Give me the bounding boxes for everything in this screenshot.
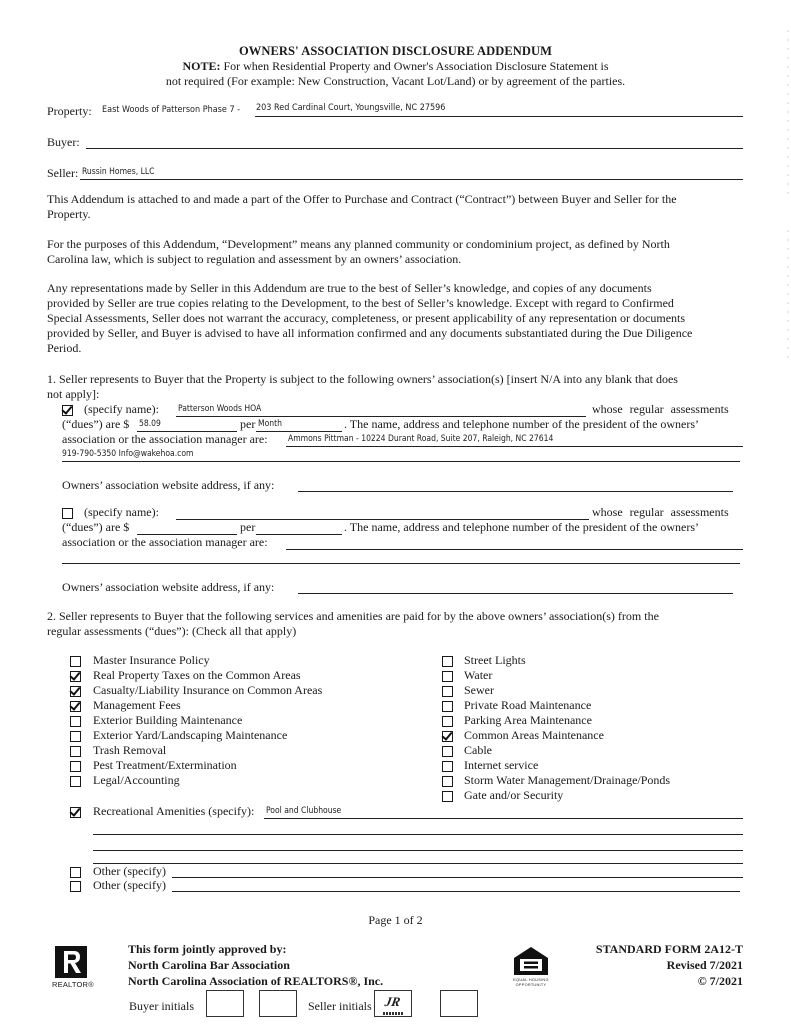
recreational-amenities-label: Recreational Amenities (specify): (93, 804, 255, 818)
equal-housing-logo (508, 946, 554, 992)
assoc1-manager-field-line2[interactable]: 919-790-5350 Info@wakehoa.com (62, 449, 194, 459)
assoc2-whose-label: whose regular assessments (592, 505, 729, 519)
service-checkbox-management-fees[interactable] (70, 701, 81, 712)
page-number: Page 1 of 2 (368, 913, 423, 927)
service-label-legal-accounting: Legal/Accounting (93, 773, 180, 787)
buyer-label: Buyer: (47, 135, 80, 149)
service-label-casualty-liability: Casualty/Liability Insurance on Common Areas (93, 683, 323, 697)
assoc1-manager-label: association or the association manager are: (62, 432, 268, 446)
assoc2-president-text: . The name, address and telephone number of the president of the owners’ (344, 520, 699, 534)
assoc2-checkbox[interactable] (62, 508, 73, 519)
service-checkbox-sewer[interactable] (442, 686, 453, 697)
form-id: STANDARD FORM 2A12-T (595, 942, 743, 956)
service-checkbox-exterior-yard[interactable] (70, 731, 81, 742)
service-label-street-lights: Street Lights (464, 653, 526, 667)
service-label-gate-security: Gate and/or Security (464, 788, 564, 802)
paragraph-3-line-4: provided by Seller, and Buyer is advised to have all information confirmed and any documents substantiated during the Due Diligence (47, 326, 693, 340)
assoc1-manager-underline (286, 446, 743, 447)
paragraph-development-definition (47, 237, 743, 267)
note-line-1 (0, 59, 791, 74)
section-1-intro (47, 372, 743, 402)
property-underline (255, 116, 743, 117)
assoc1-whose-label: whose regular assessments (592, 402, 729, 416)
service-label-real-property-taxes: Real Property Taxes on the Common Areas (93, 668, 301, 682)
assoc2-manager-label: association or the association manager are: (62, 535, 268, 549)
equal-housing-text: EQUAL HOUSING OPPORTUNITY (513, 978, 549, 987)
assoc2-website-label: Owners’ association website address, if any: (62, 580, 275, 594)
property-label: Property: (47, 104, 92, 118)
section-1-intro-text: 1. Seller represents to Buyer that the Property is subject to the following owners’ association(s) [insert N/A into any blank that does (47, 372, 678, 386)
nc-realtors-association: North Carolina Association of REALTORS®, Inc. (128, 974, 384, 988)
service-checkbox-internet[interactable] (442, 761, 453, 772)
property-address-field[interactable]: 203 Red Cardinal Court, Youngsville, NC 27596 (256, 103, 446, 113)
assoc1-per-underline (256, 431, 342, 432)
paragraph-1-text: This Addendum is attached to and made a part of the Offer to Purchase and Contract (“Contract”) between Buyer and Seller for the (47, 192, 677, 206)
property-prefix: East Woods of Patterson Phase 7 - (102, 105, 241, 115)
recreational-underline-1 (264, 818, 743, 819)
scan-artifact (787, 30, 789, 200)
seller-initials-label: Seller initials (308, 999, 372, 1013)
buyer-initials-box-1[interactable] (206, 990, 244, 1017)
buyer-initials-label: Buyer initials (129, 999, 194, 1013)
note-label: NOTE: (182, 59, 221, 73)
service-checkbox-parking-area[interactable] (442, 716, 453, 727)
service-label-management-fees: Management Fees (93, 698, 181, 712)
section-2-intro-last: regular assessments (“dues”): (Check all that apply) (47, 624, 297, 638)
assoc1-website-underline (298, 491, 733, 492)
service-checkbox-trash-removal[interactable] (70, 746, 81, 757)
paragraph-3-line-2: provided by Seller are true copies relating to the Development, to the best of Seller’s knowledge. Except with regard to Confirmed (47, 296, 674, 310)
other-top-rule (93, 863, 743, 864)
assoc1-name-field[interactable]: Patterson Woods HOA (178, 404, 262, 414)
paragraph-1-last: Property. (47, 207, 91, 221)
recreational-underline-3 (93, 850, 743, 851)
note-text-1: For when Residential Property and Owner's Association Disclosure Statement is (220, 59, 609, 73)
realtor-logo (52, 946, 97, 996)
nc-bar-association: North Carolina Bar Association (128, 958, 290, 972)
realtor-r-icon (55, 946, 87, 978)
service-checkbox-master-insurance[interactable] (70, 656, 81, 667)
note-line-2: not required (For example: New Construction, Vacant Lot/Land) or by agreement of the parties. (165, 74, 626, 88)
service-label-parking-area: Parking Area Maintenance (464, 713, 592, 727)
other-2-label: Other (specify) (93, 878, 166, 892)
section-1-intro-last: not apply]: (47, 387, 100, 401)
seller-underline (80, 179, 743, 180)
service-label-common-areas: Common Areas Maintenance (464, 728, 604, 742)
paragraph-2-text: For the purposes of this Addendum, “Development” means any planned community or condominium project, as defined by North (47, 237, 670, 251)
service-checkbox-water[interactable] (442, 671, 453, 682)
service-label-exterior-building: Exterior Building Maintenance (93, 713, 243, 727)
buyer-underline (86, 148, 743, 149)
assoc1-dues-label: (“dues”) are $ (62, 417, 130, 431)
assoc2-website-underline (298, 593, 733, 594)
approved-by-label: This form jointly approved by: (128, 942, 287, 956)
other-1-label: Other (specify) (93, 864, 166, 878)
assoc1-website-label: Owners’ association website address, if any: (62, 478, 275, 492)
assoc2-manager-underline (286, 549, 743, 550)
seller-field[interactable]: Russin Homes, LLC (82, 167, 155, 177)
service-label-master-insurance: Master Insurance Policy (93, 653, 210, 667)
assoc2-per-label: per (240, 520, 256, 534)
assoc1-dues-field[interactable]: 58.09 (139, 419, 161, 429)
recreational-underline-2 (93, 834, 743, 835)
service-label-water: Water (464, 668, 493, 682)
service-checkbox-exterior-building[interactable] (70, 716, 81, 727)
service-checkbox-storm-water[interactable] (442, 776, 453, 787)
service-checkbox-cable[interactable] (442, 746, 453, 757)
assoc2-specify-label: (specify name): (84, 505, 159, 519)
form-revised: Revised 7/2021 (666, 958, 743, 972)
realtor-logo-text: REALTOR® (52, 980, 94, 989)
service-checkbox-casualty-liability[interactable] (70, 686, 81, 697)
assoc1-per-field[interactable]: Month (258, 419, 282, 429)
service-checkbox-legal-accounting[interactable] (70, 776, 81, 787)
other-2-underline (172, 891, 740, 892)
document-title: OWNERS' ASSOCIATION DISCLOSURE ADDENDUM (238, 44, 553, 58)
paragraph-3-last: Period. (47, 341, 82, 355)
assoc2-per-underline (256, 534, 342, 535)
paragraph-addendum-attached (47, 192, 743, 222)
service-checkbox-pest-treatment[interactable] (70, 761, 81, 772)
recreational-amenities-field[interactable]: Pool and Clubhouse (266, 806, 342, 816)
service-label-exterior-yard: Exterior Yard/Landscaping Maintenance (93, 728, 288, 742)
seller-initials-box-1[interactable] (374, 990, 412, 1017)
service-label-cable: Cable (464, 743, 492, 757)
recreational-amenities-checkbox[interactable] (70, 807, 81, 818)
section-2-intro-text: 2. Seller represents to Buyer that the following services and amenities are paid for by the above owners’ association(s) from the (47, 609, 659, 623)
seller-initials-signature: JR (383, 994, 402, 1009)
service-label-internet: Internet service (464, 758, 539, 772)
scan-artifact (787, 230, 789, 360)
service-checkbox-gate-security[interactable] (442, 791, 453, 802)
service-label-pest-treatment: Pest Treatment/Extermination (93, 758, 237, 772)
seller-initials-box-2[interactable] (440, 990, 478, 1017)
assoc1-specify-label: (specify name): (84, 402, 159, 416)
paragraph-representations (47, 281, 743, 356)
service-checkbox-private-road[interactable] (442, 701, 453, 712)
paragraph-3-line-1: Any representations made by Seller in this Addendum are true to the best of Seller’s knowledge, and copies of any documents (47, 281, 652, 295)
other-1-checkbox[interactable] (70, 867, 81, 878)
assoc1-manager-underline-2 (62, 461, 740, 462)
assoc2-manager-underline-2 (62, 563, 740, 564)
assoc1-manager-field[interactable]: Ammons Pittman - 10224 Durant Road, Suite 207, Raleigh, NC 27614 (288, 434, 554, 444)
service-checkbox-street-lights[interactable] (442, 656, 453, 667)
assoc1-president-text: . The name, address and telephone number of the president of the owners’ (344, 417, 699, 431)
service-checkbox-real-property-taxes[interactable] (70, 671, 81, 682)
signature-stamp-mark (383, 1012, 403, 1015)
buyer-initials-box-2[interactable] (259, 990, 297, 1017)
equal-housing-icon (513, 946, 549, 976)
assoc1-checkbox[interactable] (62, 405, 73, 416)
section-2-intro (47, 609, 743, 639)
form-copyright: © 7/2021 (697, 974, 743, 988)
service-label-trash-removal: Trash Removal (93, 743, 167, 757)
seller-label: Seller: (47, 166, 79, 180)
service-checkbox-common-areas[interactable] (442, 731, 453, 742)
other-2-checkbox[interactable] (70, 881, 81, 892)
service-label-private-road: Private Road Maintenance (464, 698, 592, 712)
paragraph-2-last: Carolina law, which is subject to regulation and assessment by an owners’ association. (47, 252, 462, 266)
other-1-underline (172, 877, 743, 878)
service-label-storm-water: Storm Water Management/Drainage/Ponds (464, 773, 671, 787)
assoc1-per-label: per (240, 417, 256, 431)
service-label-sewer: Sewer (464, 683, 494, 697)
paragraph-3-line-3: Special Assessments, Seller does not warrant the accuracy, completeness, or present applicability of any representation or documents (47, 311, 686, 325)
assoc2-dues-label: (“dues”) are $ (62, 520, 130, 534)
